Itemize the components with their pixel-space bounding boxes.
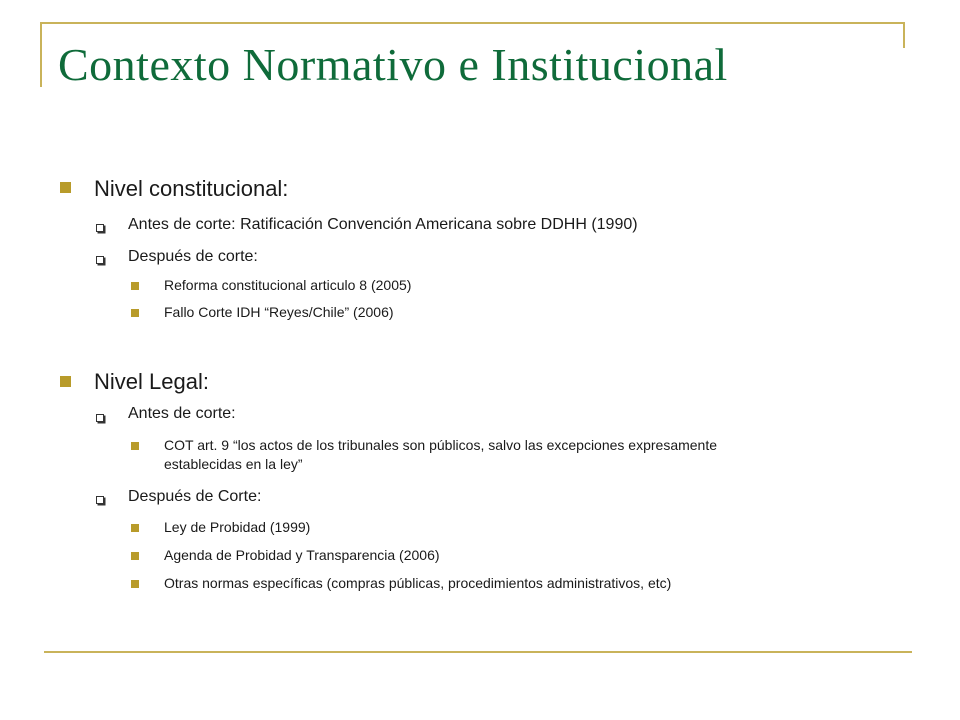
slide-title: Contexto Normativo e Institucional bbox=[58, 39, 728, 90]
checkbox-bullet-icon bbox=[96, 256, 104, 264]
square-bullet-icon bbox=[131, 580, 139, 588]
list-item: Ley de Probidad (1999) bbox=[164, 519, 311, 535]
section-heading-constitutional: Nivel constitucional: bbox=[94, 176, 289, 201]
square-bullet-icon bbox=[131, 282, 139, 290]
square-bullet-icon bbox=[60, 182, 71, 193]
list-item-continuation: establecidas en la ley” bbox=[164, 456, 303, 472]
group-label: Después de corte: bbox=[128, 248, 258, 265]
right-rule bbox=[903, 22, 905, 48]
top-rule bbox=[40, 22, 904, 24]
section-heading-legal: Nivel Legal: bbox=[94, 369, 209, 394]
list-item: COT art. 9 “los actos de los tribunales son públicos, salvo las excepciones expresamente bbox=[164, 437, 718, 453]
square-bullet-icon bbox=[60, 376, 71, 387]
list-item: Agenda de Probidad y Transparencia (2006) bbox=[164, 547, 440, 563]
group-label: Antes de corte: bbox=[128, 405, 236, 422]
square-bullet-icon bbox=[131, 524, 139, 532]
checkbox-bullet-icon bbox=[96, 414, 104, 422]
list-item: Reforma constitucional articulo 8 (2005) bbox=[164, 277, 412, 293]
checkbox-bullet-icon bbox=[96, 224, 104, 232]
left-rule bbox=[40, 22, 42, 87]
square-bullet-icon bbox=[131, 442, 139, 450]
group-label: Antes de corte: Ratificación Convención Americana sobre DDHH (1990) bbox=[128, 216, 638, 233]
bottom-rule bbox=[44, 651, 912, 653]
list-item: Otras normas específicas (compras públicas, procedimientos administrativos, etc) bbox=[164, 575, 672, 591]
checkbox-bullet-icon bbox=[96, 496, 104, 504]
list-item: Fallo Corte IDH “Reyes/Chile” (2006) bbox=[164, 304, 394, 320]
square-bullet-icon bbox=[131, 552, 139, 560]
group-label: Después de Corte: bbox=[128, 488, 262, 505]
square-bullet-icon bbox=[131, 309, 139, 317]
